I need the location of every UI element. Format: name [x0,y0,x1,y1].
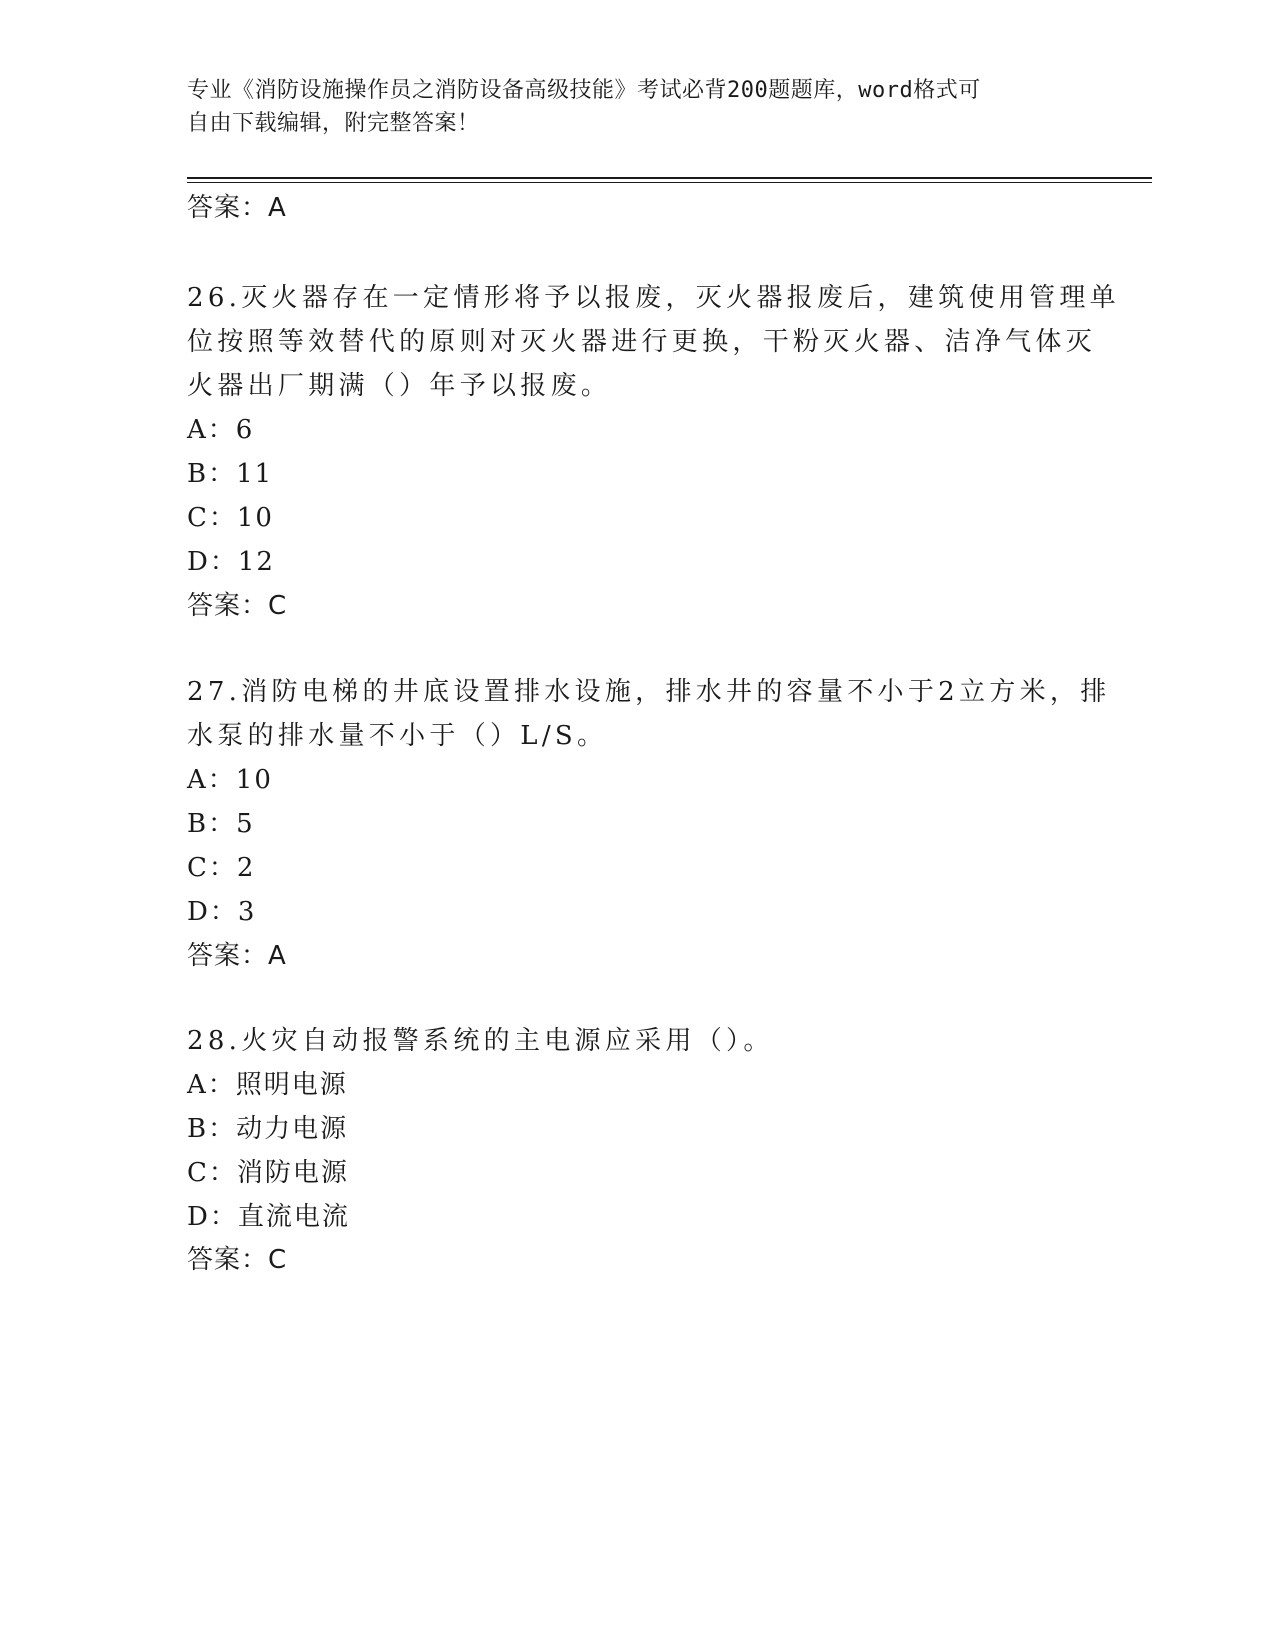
question-28-option-d: D：直流电流 [187,1202,350,1232]
header-divider-thin [187,182,1152,183]
header-line-1: 专业《消防设施操作员之消防设备高级技能》考试必背200题题库，word格式可 [187,78,981,103]
question-28-answer: 答案：C [187,1245,288,1275]
question-26-option-b: B：11 [187,459,274,489]
previous-answer: 答案：A [187,193,287,223]
question-26-option-d: D：12 [187,547,275,577]
page-header [187,74,1087,140]
question-28-option-c: C：消防电源 [187,1158,349,1188]
question-28-option-a: A：照明电源 [187,1070,348,1100]
question-27-option-c: C：2 [187,853,256,883]
question-26-line-2: 位按照等效替代的原则对灭火器进行更换，干粉灭火器、洁净气体灭 [187,327,1097,357]
question-27-option-a: A：10 [187,765,273,795]
question-26-option-c: C：10 [187,503,274,533]
question-26-line-1: 26.灭火器存在一定情形将予以报废，灭火器报废后，建筑使用管理单 [187,283,1120,313]
question-27-option-d: D：3 [187,897,257,927]
question-27-line-1: 27.消防电梯的井底设置排水设施，排水井的容量不小于2立方米，排 [187,677,1111,707]
question-26-answer: 答案：C [187,591,288,621]
question-27-option-b: B：5 [187,809,255,839]
question-28-line-1: 28.火灾自动报警系统的主电源应采用（）。 [187,1026,774,1056]
question-26-option-a: A：6 [187,415,255,445]
question-27-line-2: 水泵的排水量不小于（）L/S。 [187,721,608,751]
header-divider-thick [187,177,1152,179]
question-27-answer: 答案：A [187,941,287,971]
question-28-option-b: B：动力电源 [187,1114,349,1144]
header-line-2: 自由下载编辑，附完整答案！ [187,111,480,136]
question-26-line-3: 火器出厂期满（）年予以报废。 [187,371,612,401]
